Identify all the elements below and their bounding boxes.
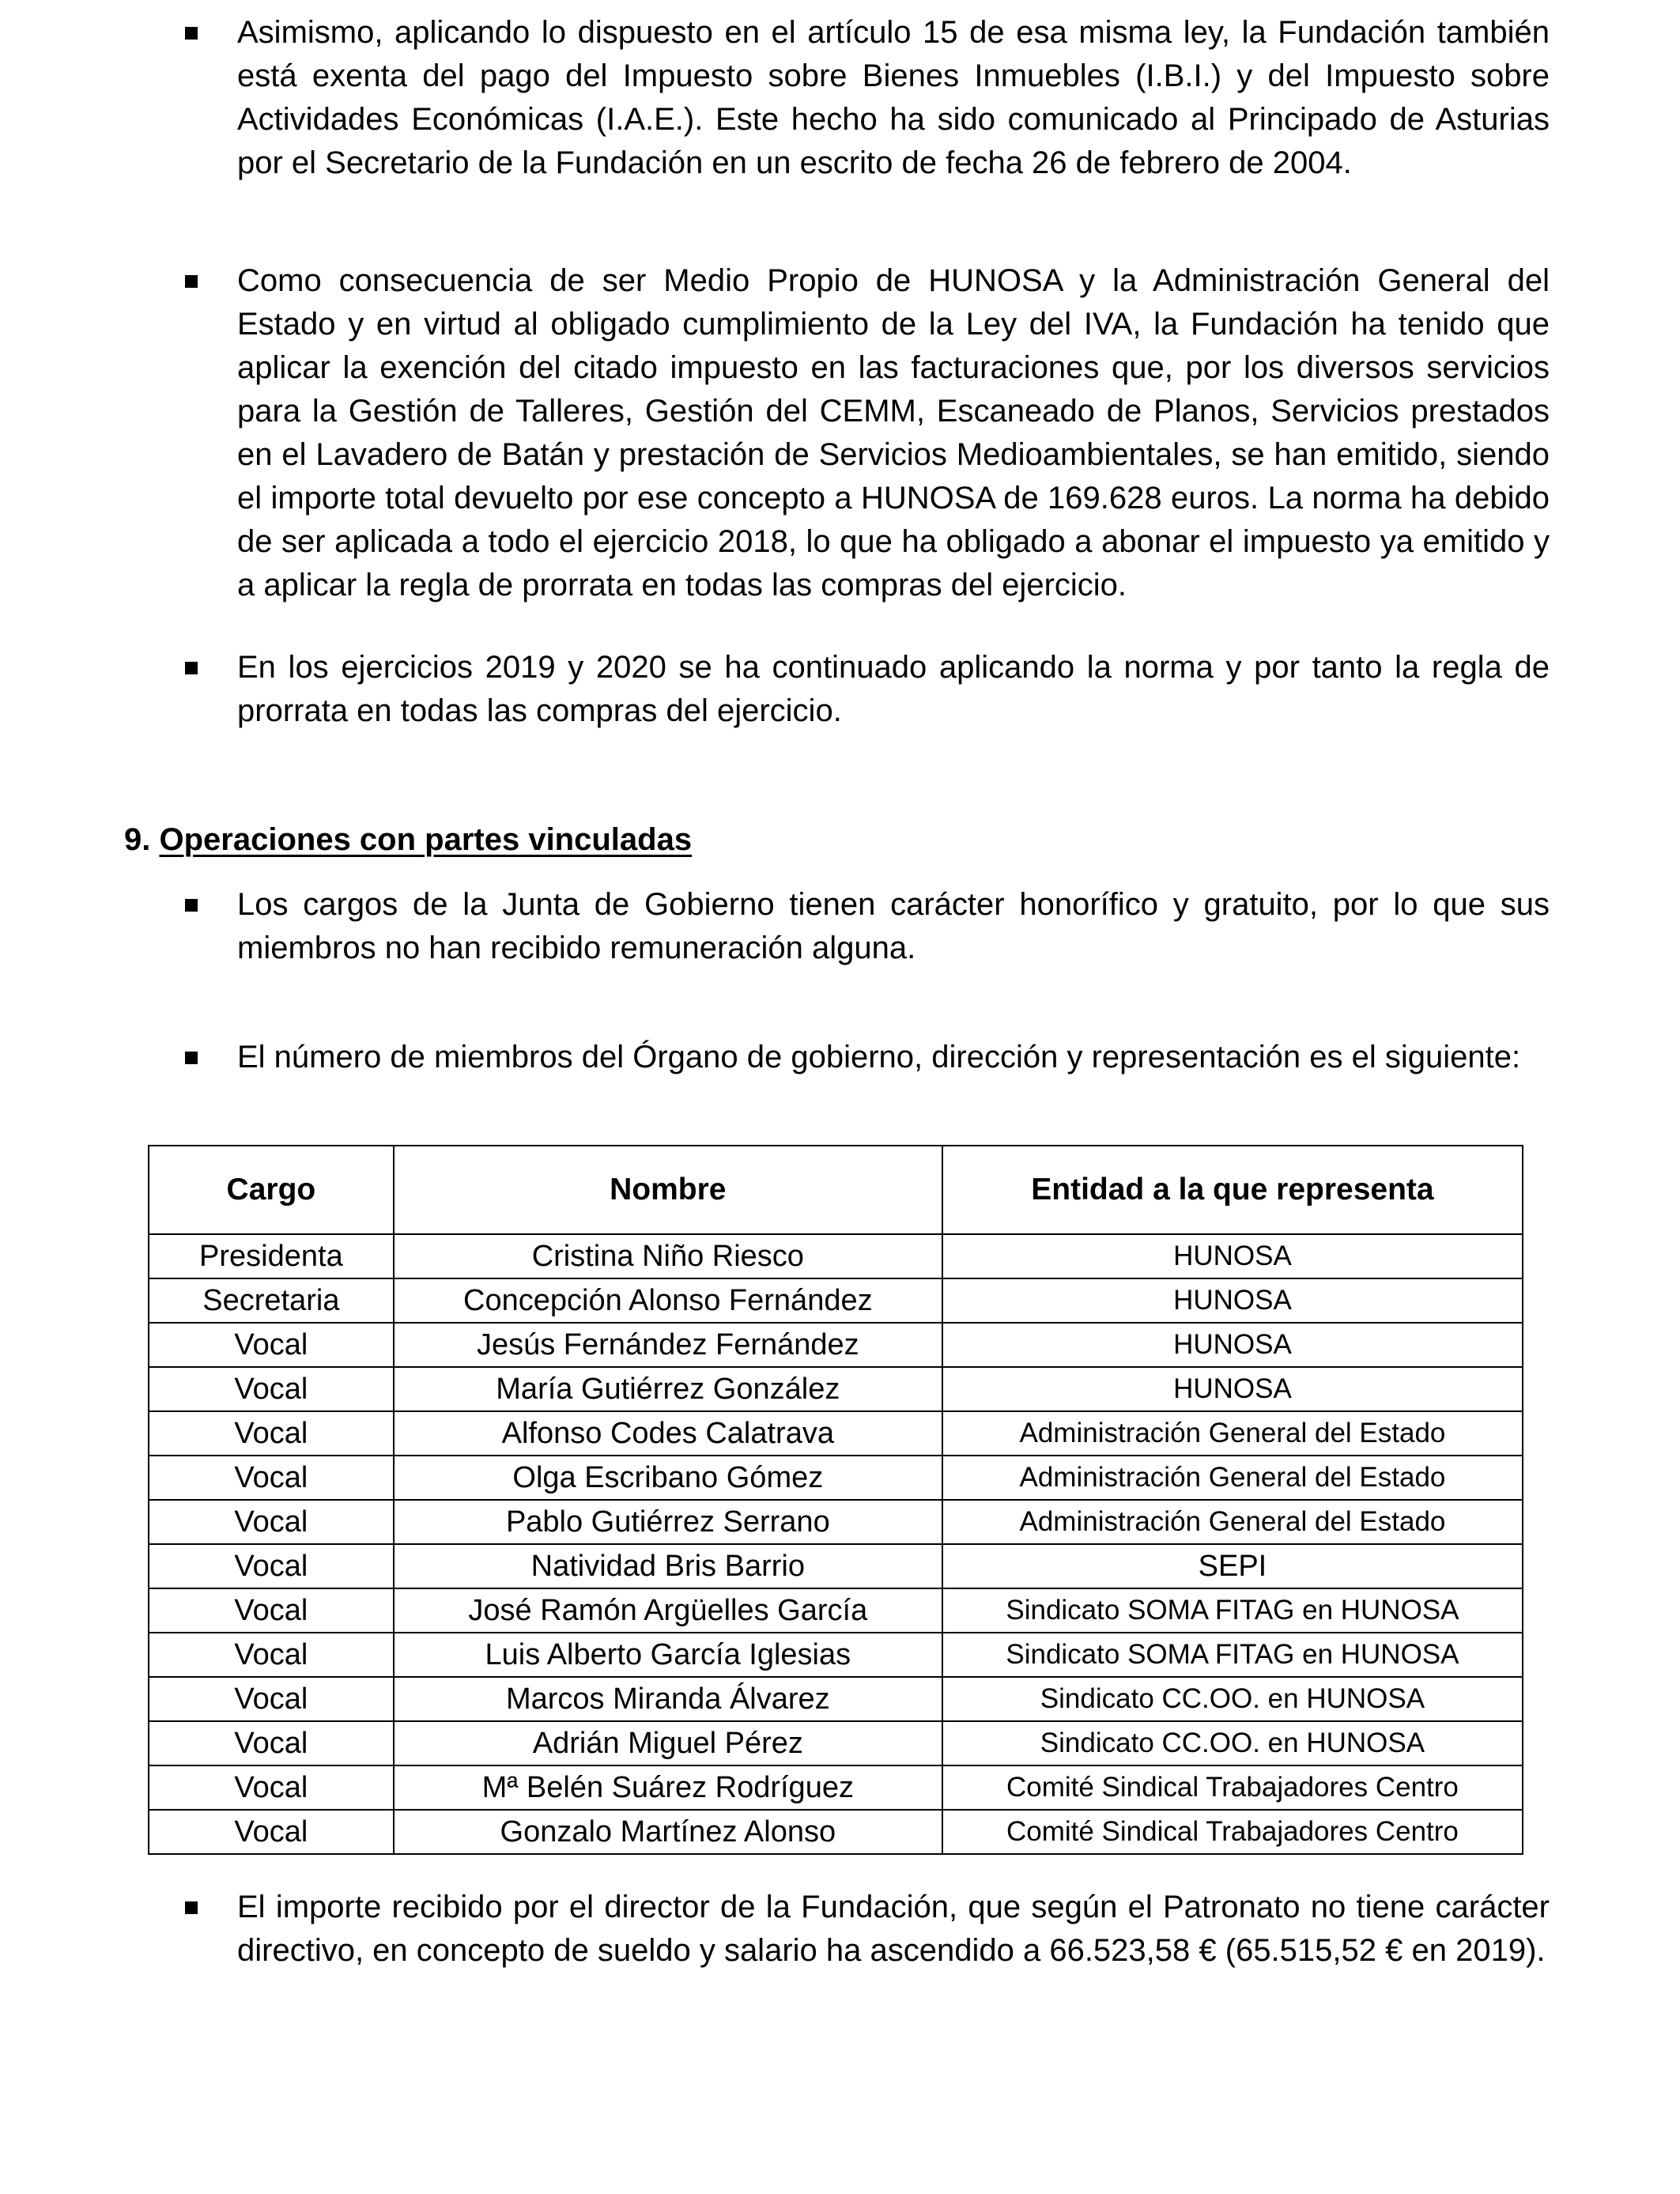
cell-nombre: Natividad Bris Barrio — [394, 1544, 942, 1588]
square-bullet-icon — [185, 1052, 198, 1064]
cell-entidad: Comité Sindical Trabajadores Centro — [942, 1765, 1523, 1810]
bullet-text: Como consecuencia de ser Medio Propio de HUNOSA y la Administración General del Estado y en virtud al obligado cumplimiento de la Ley del IVA, la Fundación ha tenido que aplicar la exención del citado impuesto en las facturaciones que, por los diversos servicios para la Gestión de Talleres, Gestión del CEMM, Escaneado de Planos, Servicios prestados en el Lavadero de Batán y prestación de Servicios Medioambientales, se han emitido, siendo el importe total devuelto por ese concepto a HUNOSA de 169.628 euros. La norma ha debido de ser aplicada a todo el ejercicio 2018, lo que ha obligado a abonar el impuesto ya emitido y a aplicar la regla de prorrata en todas las compras del ejercicio. — [237, 263, 1550, 602]
cell-nombre: Marcos Miranda Álvarez — [394, 1677, 942, 1721]
table-row — [149, 1278, 1523, 1323]
table-row — [149, 1633, 1523, 1677]
cell-entidad: HUNOSA — [942, 1367, 1523, 1411]
square-bullet-icon — [185, 662, 198, 674]
table-row — [149, 1323, 1523, 1367]
cell-entidad: Administración General del Estado — [942, 1500, 1523, 1544]
header-cargo: Cargo — [149, 1146, 394, 1234]
table-row — [149, 1544, 1523, 1588]
bullet-tax-exemption-ibi-iae — [237, 11, 1550, 185]
cell-nombre: Concepción Alonso Fernández — [394, 1278, 942, 1323]
table-row — [149, 1765, 1523, 1810]
cell-cargo: Vocal — [149, 1323, 394, 1367]
bullet-honorary-positions — [237, 883, 1550, 970]
bullet-text: El importe recibido por el director de la Fundación, que según el Patronato no tiene carácter directivo, en concepto de sueldo y salario ha ascendido a 66.523,58 € (65.515,52 € en 2019). — [237, 1890, 1550, 1968]
bullet-text: Los cargos de la Junta de Gobierno tienen carácter honorífico y gratuito, por lo que sus miembros no han recibido remuneración alguna. — [237, 887, 1550, 965]
table-row — [149, 1810, 1523, 1854]
cell-entidad: HUNOSA — [942, 1323, 1523, 1367]
cell-cargo: Vocal — [149, 1721, 394, 1765]
table-row — [149, 1367, 1523, 1411]
cell-entidad: HUNOSA — [942, 1234, 1523, 1278]
square-bullet-icon — [185, 27, 198, 40]
square-bullet-icon — [185, 1901, 198, 1914]
table-row — [149, 1411, 1523, 1456]
cell-cargo: Vocal — [149, 1411, 394, 1456]
cell-entidad: Sindicato CC.OO. en HUNOSA — [942, 1677, 1523, 1721]
cell-entidad: Administración General del Estado — [942, 1456, 1523, 1500]
cell-cargo: Vocal — [149, 1500, 394, 1544]
cell-cargo: Vocal — [149, 1544, 394, 1588]
section-title: Operaciones con partes vinculadas — [159, 822, 693, 857]
cell-nombre: Cristina Niño Riesco — [394, 1234, 942, 1278]
cell-cargo: Vocal — [149, 1677, 394, 1721]
cell-entidad: Sindicato SOMA FITAG en HUNOSA — [942, 1633, 1523, 1677]
cell-nombre: Alfonso Codes Calatrava — [394, 1411, 942, 1456]
cell-cargo: Secretaria — [149, 1278, 394, 1323]
cell-nombre: José Ramón Argüelles García — [394, 1588, 942, 1633]
section-heading — [124, 818, 692, 862]
bullet-text: El número de miembros del Órgano de gobierno, dirección y representación es el siguiente: — [237, 1040, 1521, 1074]
bullet-member-count — [237, 1036, 1550, 1079]
cell-nombre: Adrián Miguel Pérez — [394, 1721, 942, 1765]
cell-cargo: Vocal — [149, 1810, 394, 1854]
cell-nombre: Olga Escribano Gómez — [394, 1456, 942, 1500]
cell-cargo: Presidenta — [149, 1234, 394, 1278]
section-number: 9. — [124, 822, 151, 857]
header-entidad: Entidad a la que representa — [942, 1146, 1523, 1234]
table-row — [149, 1234, 1523, 1278]
cell-cargo: Vocal — [149, 1633, 394, 1677]
cell-cargo: Vocal — [149, 1588, 394, 1633]
bullet-director-salary — [237, 1886, 1550, 1973]
cell-cargo: Vocal — [149, 1456, 394, 1500]
table-row — [149, 1500, 1523, 1544]
table-row — [149, 1456, 1523, 1500]
cell-nombre: Jesús Fernández Fernández — [394, 1323, 942, 1367]
cell-nombre: Luis Alberto García Iglesias — [394, 1633, 942, 1677]
cell-entidad: Comité Sindical Trabajadores Centro — [942, 1810, 1523, 1854]
bullet-iva-exemption — [237, 259, 1550, 607]
cell-nombre: Mª Belén Suárez Rodríguez — [394, 1765, 942, 1810]
table-row — [149, 1677, 1523, 1721]
cell-cargo: Vocal — [149, 1765, 394, 1810]
table-row — [149, 1588, 1523, 1633]
table-row — [149, 1721, 1523, 1765]
bullet-prorrata — [237, 646, 1550, 733]
cell-nombre: María Gutiérrez González — [394, 1367, 942, 1411]
square-bullet-icon — [185, 899, 198, 912]
cell-entidad: SEPI — [942, 1544, 1523, 1588]
cell-cargo: Vocal — [149, 1367, 394, 1411]
cell-nombre: Pablo Gutiérrez Serrano — [394, 1500, 942, 1544]
cell-entidad: HUNOSA — [942, 1278, 1523, 1323]
header-nombre: Nombre — [394, 1146, 942, 1234]
cell-entidad: Sindicato CC.OO. en HUNOSA — [942, 1721, 1523, 1765]
cell-nombre: Gonzalo Martínez Alonso — [394, 1810, 942, 1854]
square-bullet-icon — [185, 275, 198, 288]
members-table — [148, 1145, 1523, 1855]
bullet-text: En los ejercicios 2019 y 2020 se ha continuado aplicando la norma y por tanto la regla de prorrata en todas las compras del ejercicio. — [237, 650, 1550, 728]
cell-entidad: Sindicato SOMA FITAG en HUNOSA — [942, 1588, 1523, 1633]
cell-entidad: Administración General del Estado — [942, 1411, 1523, 1456]
table-header-row — [149, 1146, 1523, 1234]
bullet-text: Asimismo, aplicando lo dispuesto en el artículo 15 de esa misma ley, la Fundación también está exenta del pago del Impuesto sobre Bienes Inmuebles (I.B.I.) y del Impuesto sobre Actividades Económicas (I.A.E.). Este hecho ha sido comunicado al Principado de Asturias por el Secretario de la Fundación en un escrito de fecha 26 de febrero de 2004. — [237, 15, 1550, 180]
